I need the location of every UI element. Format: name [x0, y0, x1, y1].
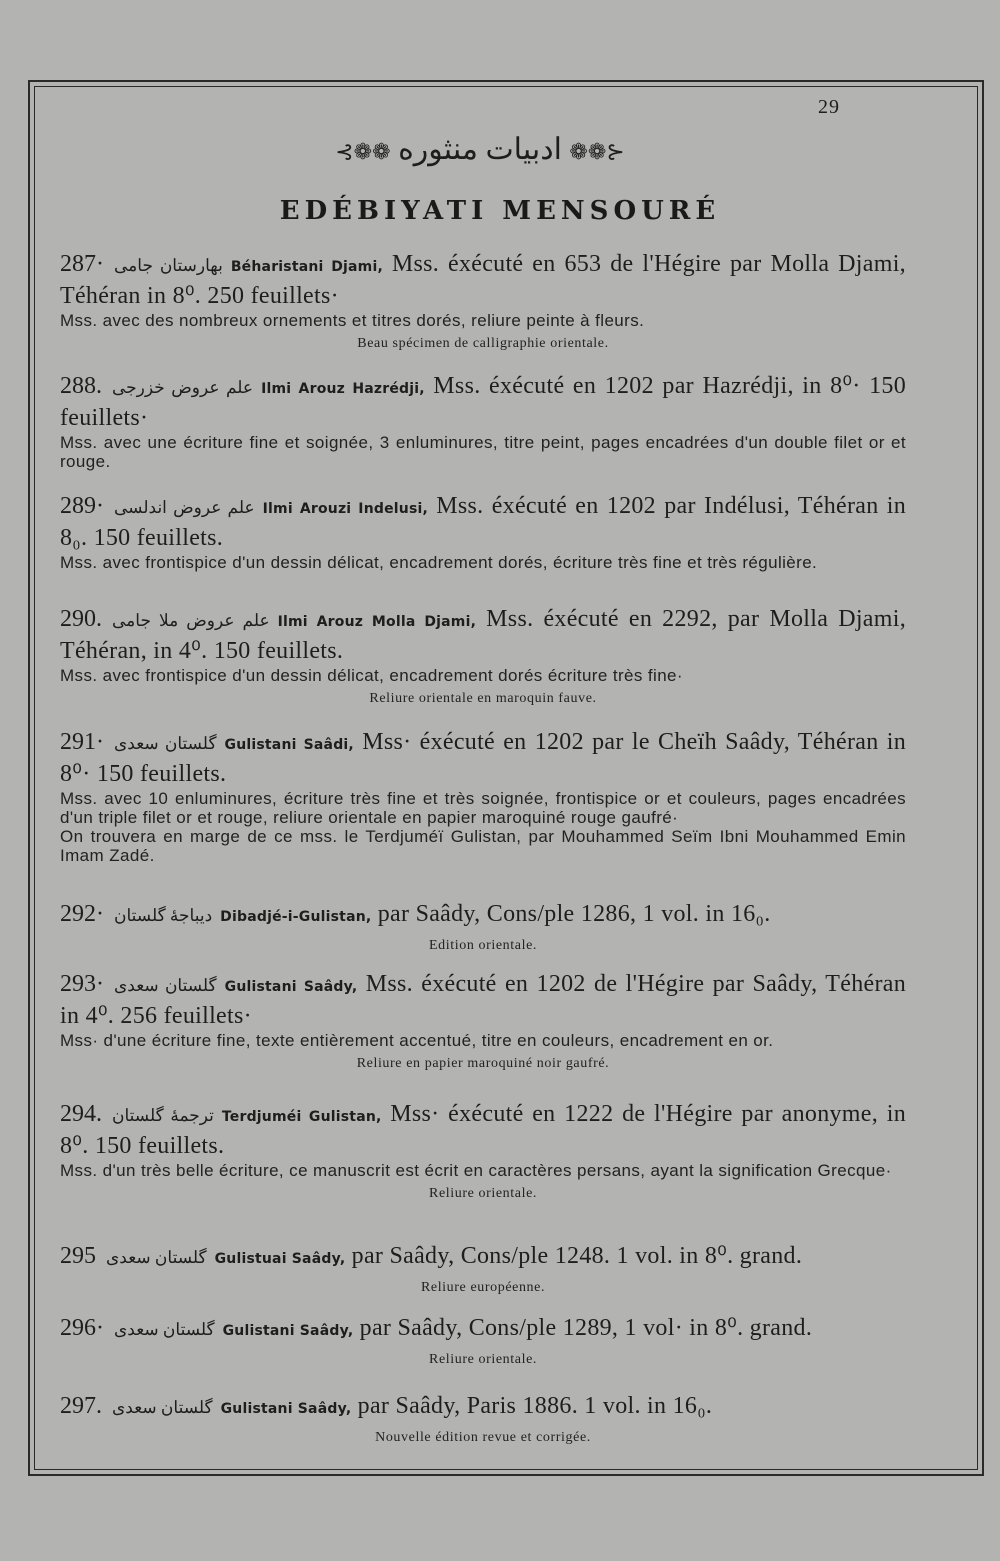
entry-text: Mss. éxécuté en 2292, par Molla Djami, Téhéran, in 4⁰. 150 feuillets. [60, 606, 906, 664]
entry-arabic-title: بهارستان جامی [114, 256, 223, 275]
entry-number: 292· [60, 901, 104, 927]
entry-note: Reliure orientale. [429, 1352, 537, 1367]
entry-description: Mss. avec frontispice d'un dessin délicat, encadrement dorés écriture très fine· [60, 666, 683, 685]
entry-main [60, 1392, 906, 1424]
entry-description: Mss. avec 10 enluminures, écriture très fine et très soignée, frontispice or et couleurs, pages encadrées d'un triple filet or et rouge, reliure orientale en papier maroquiné rouge gaufré· [60, 789, 906, 827]
entry-title: Gulistani Saâdi, [224, 737, 354, 753]
entry-main [60, 1242, 906, 1274]
ornament-left: ⊰❁❁ [335, 140, 391, 165]
entry-text: par Saâdy, Paris 1886. 1 vol. in 16₀. [357, 1393, 713, 1419]
entry-main [60, 250, 906, 311]
entry-title: Ilmi Arouzi Indelusi, [262, 501, 429, 517]
entry-arabic-title: گلستان سعدی [112, 1398, 213, 1417]
entry-arabic-title: علم عروض اندلسی [114, 498, 255, 517]
entry-number: 291· [60, 729, 104, 755]
entry-title: Gulistuai Saâdy, [214, 1251, 346, 1267]
entry-text: par Saâdy, Cons/ple 1289, 1 vol· in 8⁰. grand. [359, 1315, 813, 1341]
entry-description-extra: On trouvera en marge de ce mss. le Terdjuméï Gulistan, par Mouhammed Seïm Ibni Mouhammed Emin Imam Zadé. [60, 827, 906, 865]
entry-text: Mss· éxécuté en 1202 par le Cheïh Saâdy, Téhéran in 8⁰· 150 feuillets. [60, 729, 906, 787]
catalog-entry [60, 728, 906, 865]
entry-text: par Saâdy, Cons/ple 1286, 1 vol. in 16₀. [377, 901, 771, 927]
entry-title: Dibadjé-i-Gulistan, [220, 909, 372, 925]
entry-arabic-title: گلستان سعدی [114, 1320, 215, 1339]
entry-arabic-title: گلستان سعدی [114, 734, 217, 753]
catalog-entry [60, 970, 906, 1072]
entry-arabic-title: گلستان سعدی [106, 1248, 207, 1267]
entry-number: 290. [60, 606, 102, 632]
entry-number: 296· [60, 1315, 104, 1341]
entry-title: Gulistani Saâdy, [220, 1401, 352, 1417]
entry-main [60, 492, 906, 553]
catalog-entry [60, 250, 906, 352]
catalog-entry [60, 372, 906, 471]
entry-text: Mss. éxécuté en 1202 par Hazrédji, in 8⁰· 150 feuillets· [60, 373, 906, 431]
entry-note: Reliure orientale en maroquin fauve. [369, 691, 597, 706]
entry-number: 295 [60, 1243, 96, 1269]
catalog-entry [60, 605, 906, 707]
entry-title: Ilmi Arouz Molla Djami, [277, 614, 477, 630]
entry-number: 293· [60, 971, 104, 997]
entry-arabic-title: دیباجهٔ گلستان [114, 906, 213, 925]
entry-main [60, 372, 906, 433]
catalog-entry [60, 1314, 906, 1368]
entry-main [60, 1100, 906, 1161]
entry-title: Ilmi Arouz Hazrédji, [261, 381, 425, 397]
entry-description: Mss. d'un très belle écriture, ce manuscrit est écrit en caractères persans, ayant la signification Grecque· [60, 1161, 892, 1180]
entry-main [60, 605, 906, 666]
arabic-heading-text: ادبيات منثوره [398, 133, 562, 166]
entry-description: Mss. avec frontispice d'un dessin délicat, encadrement dorés, écriture très fine et très régulière. [60, 553, 818, 572]
entry-text: Mss. éxécuté en 1202 par Indélusi, Téhéran in 8₀. 150 feuillets. [60, 493, 906, 551]
entry-description: Mss· d'une écriture fine, texte entièrement accentué, titre en couleurs, encadrement en or. [60, 1031, 774, 1050]
entry-number: 288. [60, 373, 102, 399]
section-title: EDÉBIYATI MENSOURÉ [279, 196, 721, 226]
page-number: 29 [818, 96, 840, 118]
entry-title: Gulistani Saâdy, [224, 979, 358, 995]
entry-text: Mss. éxécuté en 653 de l'Hégire par Molla Djami, Téhéran in 8⁰. 250 feuillets· [60, 251, 906, 309]
entry-note: Reliure orientale. [429, 1186, 537, 1201]
entry-description: Mss. avec une écriture fine et soignée, 3 enluminures, titre peint, pages encadrées d'un double filet or et rouge. [60, 433, 906, 471]
entry-main [60, 1314, 906, 1346]
entry-note: Edition orientale. [429, 938, 537, 953]
catalog-entry [60, 492, 906, 572]
entry-number: 294. [60, 1101, 102, 1127]
entry-title: Gulistani Saâdy, [222, 1323, 354, 1339]
entry-note: Beau spécimen de calligraphie orientale. [357, 336, 609, 351]
entry-main [60, 728, 906, 789]
catalog-entry [60, 900, 906, 954]
entry-arabic-title: گلستان سعدی [114, 976, 217, 995]
entry-arabic-title: علم عروض ملا جامی [112, 611, 270, 630]
entry-note: Nouvelle édition revue et corrigée. [375, 1430, 591, 1445]
entry-arabic-title: علم عروض خزرجی [112, 378, 254, 397]
catalog-entry [60, 1242, 906, 1296]
ornament-right: ❁❁⊱ [569, 140, 625, 165]
entry-arabic-title: ترجمهٔ گلستان [112, 1106, 214, 1125]
entry-note: Reliure européenne. [420, 1280, 546, 1295]
catalog-entry [60, 1100, 906, 1202]
entry-description: Mss. avec des nombreux ornements et titres dorés, reliure peinte à fleurs. [60, 311, 645, 330]
entry-main [60, 970, 906, 1031]
entry-main [60, 900, 906, 932]
catalog-entry [60, 1392, 906, 1446]
entry-text: par Saâdy, Cons/ple 1248. 1 vol. in 8⁰. grand. [351, 1243, 803, 1269]
entry-title: Béharistani Djami, [230, 259, 383, 275]
entry-number: 297. [60, 1393, 102, 1419]
arabic-heading [330, 132, 630, 167]
entry-number: 289· [60, 493, 104, 519]
entry-text: Mss. éxécuté en 1202 de l'Hégire par Saâdy, Téhéran in 4⁰. 256 feuillets· [60, 971, 906, 1029]
entry-title: Terdjuméi Gulistan, [221, 1109, 382, 1125]
entry-text: Mss· éxécuté en 1222 de l'Hégire par anonyme, in 8⁰. 150 feuillets. [60, 1101, 906, 1159]
entry-number: 287· [60, 251, 104, 277]
entry-note: Reliure en papier maroquiné noir gaufré. [356, 1056, 610, 1071]
